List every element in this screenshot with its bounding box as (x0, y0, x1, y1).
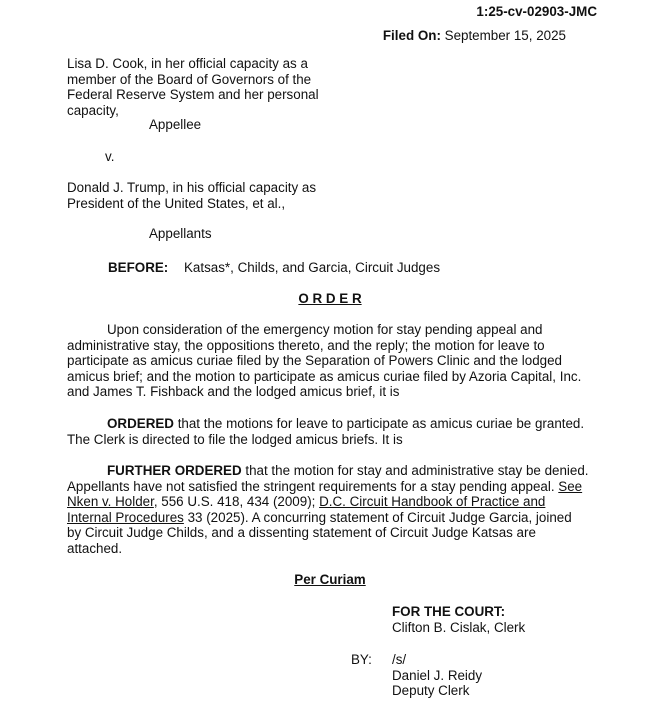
appellant-line: President of the United States, et al., (67, 195, 286, 211)
paragraph-text: 33 (2025). A concurring statement of Circuit Judge Garcia, joined (183, 509, 572, 525)
paragraph-text: Appellants have not satisfied the stringent requirements for a stay pending appeal. (67, 478, 559, 494)
appellee-line: Lisa D. Cook, in her official capacity as a (67, 56, 308, 71)
paragraph-line: administrative stay, the oppositions thereto, and the reply; the motion for leave to (67, 337, 545, 353)
appellant-role: Appellants (149, 226, 212, 241)
order-title: O R D E R (298, 291, 362, 306)
appellee-block (67, 56, 319, 118)
appellee-line: member of the Board of Governors of the (67, 71, 312, 87)
paragraph-line (67, 463, 607, 479)
deputy-title: Deputy Clerk (392, 683, 470, 699)
appellee-role: Appellee (149, 117, 202, 132)
appellant-line: Donald J. Trump, in his official capacity as (67, 180, 317, 195)
for-the-court: FOR THE COURT: (392, 604, 506, 619)
paragraph-line: participate as amicus curiae filed by the Separation of Powers Clinic and the lodged (67, 353, 562, 369)
by-label: BY: (351, 652, 372, 667)
paragraph-line: The Clerk is directed to file the lodged amicus briefs. It is (67, 431, 403, 447)
handbook-citation: D.C. Circuit Handbook of Practice and (319, 494, 546, 510)
paragraph-3 (67, 463, 607, 557)
paragraph-text: , 556 U.S. 418, 434 (2009); (153, 494, 320, 510)
paragraph-line (67, 479, 607, 495)
signature-block (392, 604, 525, 635)
paragraph-line: by Circuit Judge Childs, and a dissenting statement of Circuit Judge Katsas are (67, 525, 536, 541)
signature-mark: /s/ (392, 652, 407, 667)
paragraph-line (67, 416, 607, 432)
handbook-citation-cont: Internal Procedures (67, 509, 184, 525)
paragraph-line: Upon consideration of the emergency motion for stay pending appeal and (107, 322, 543, 337)
appellee-line: capacity, (67, 102, 119, 118)
ordered-lead: ORDERED (107, 416, 174, 431)
deputy-block (392, 652, 482, 699)
paragraph-line (67, 510, 607, 526)
appellant-block (67, 180, 316, 211)
versus: v. (105, 149, 115, 164)
clerk-name: Clifton B. Cislak, Clerk (392, 619, 526, 635)
further-ordered-text: that the motion for stay and administrative stay be denied. (241, 463, 589, 478)
paragraph-line: and James T. Fishback and the lodged amicus brief, it is (67, 384, 400, 400)
paragraph-line (67, 494, 607, 510)
per-curiam: Per Curiam (294, 572, 366, 587)
case-number: 1:25-cv-02903-JMC (476, 4, 597, 19)
filed-on (383, 28, 566, 44)
paragraph-1 (67, 322, 607, 400)
case-citation-nken: Nken v. Holder (67, 494, 154, 510)
filed-label: Filed On: (382, 28, 441, 43)
deputy-name: Daniel J. Reidy (392, 667, 483, 683)
ordered-text: that the motions for leave to participate as amicus curiae be granted. (173, 416, 585, 431)
before-label: BEFORE: (108, 260, 169, 275)
appellee-line: Federal Reserve System and her personal (67, 87, 319, 103)
see-signal: See (558, 478, 583, 494)
paragraph-line: attached. (67, 540, 123, 556)
judges: Katsas*, Childs, and Garcia, Circuit Judges (184, 260, 441, 275)
paragraph-line: amicus brief; and the motion to participate as amicus curiae filed by Azoria Capital, Inc. (67, 368, 582, 384)
before-line (108, 260, 440, 276)
further-ordered-lead: FURTHER ORDERED (107, 463, 242, 478)
paragraph-2 (67, 416, 607, 447)
filed-date: September 15, 2025 (444, 28, 566, 43)
